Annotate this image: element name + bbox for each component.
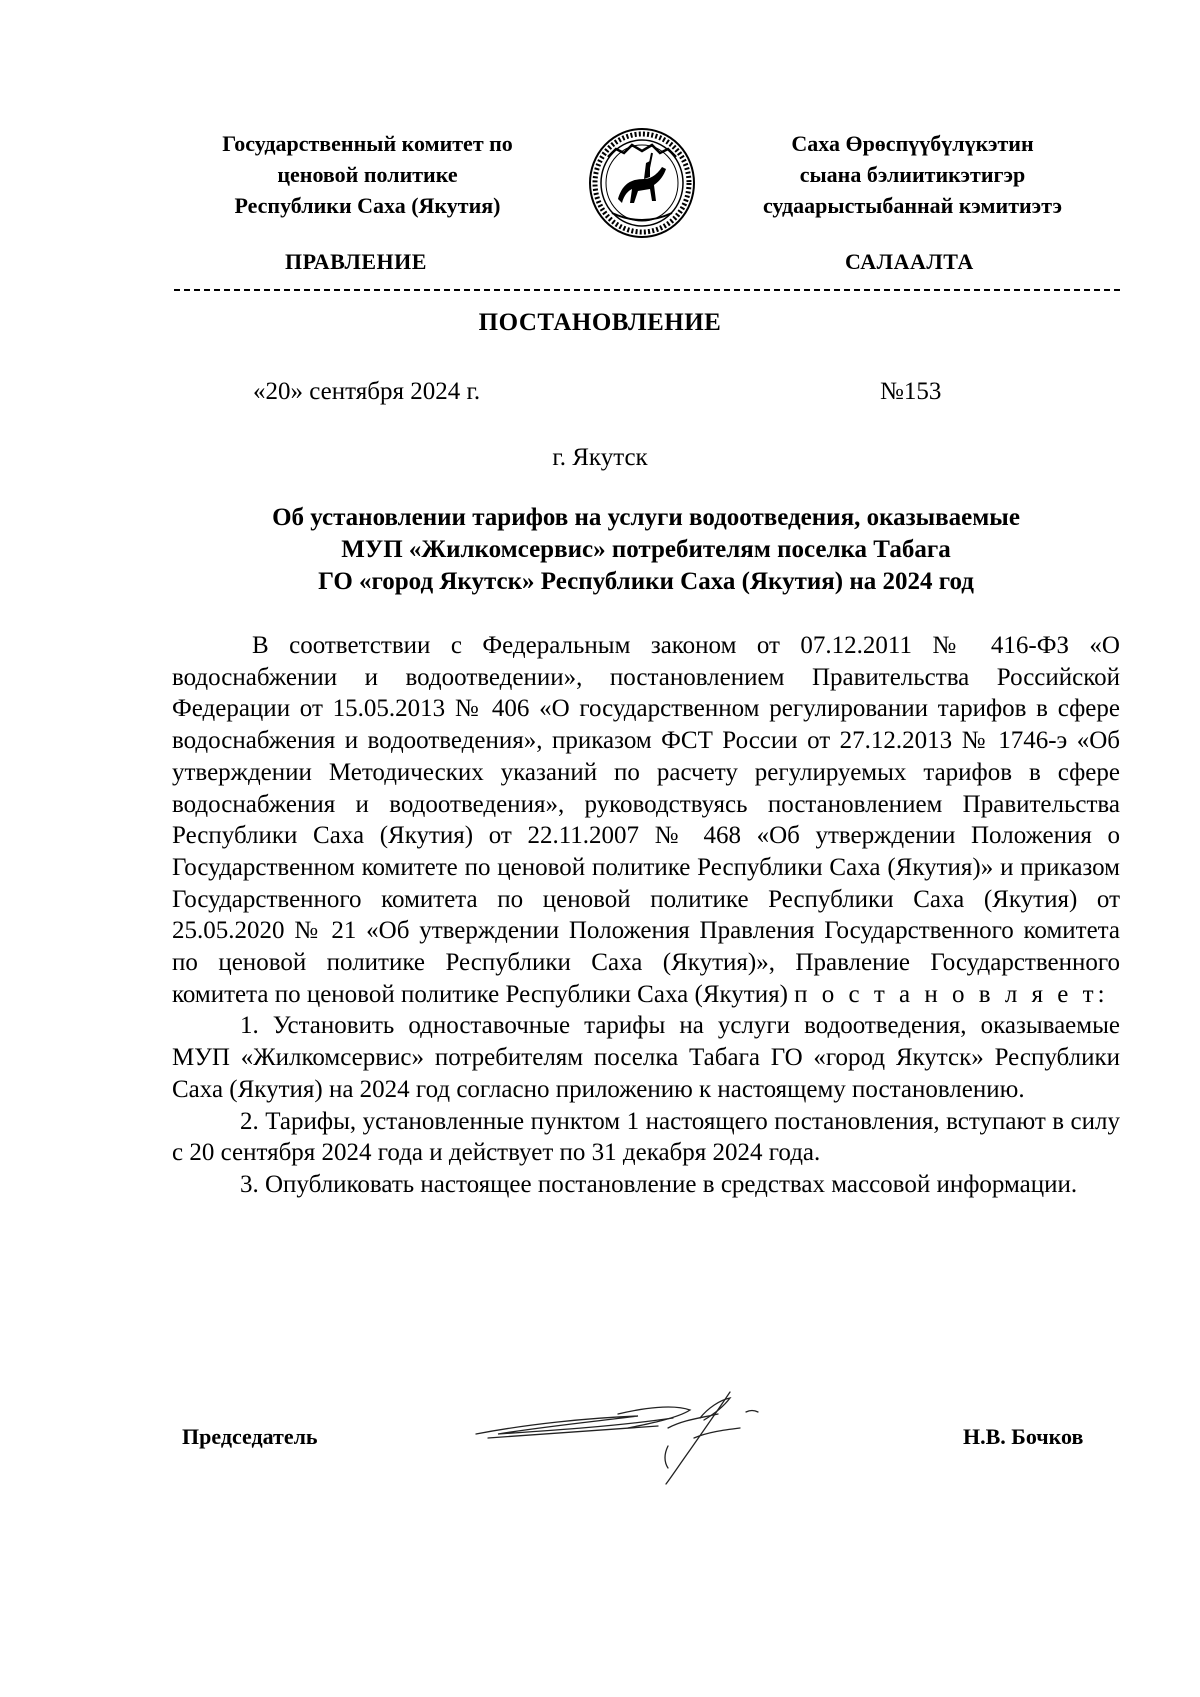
handwritten-signature-icon [468,1388,798,1488]
signatory-role: Председатель [182,1424,318,1449]
org-name-line: Республики Саха (Якутия) [234,193,501,218]
title-line: ГО «город Якутск» Республики Саха (Якутия) на 2024 год [318,568,974,595]
resolves-text: п о с т а н о в л я е т: [794,980,1109,1008]
resolution-item: 3. Опубликовать настоящее постановление в средствах массовой информации. [240,1170,1078,1198]
document-city: г. Якутск [552,444,648,471]
dept-yakut: САЛААЛТА [845,249,974,274]
document-type: ПОСТАНОВЛЕНИЕ [478,309,722,336]
org-name-line: сыана бэлиитикэтигэр [799,162,1026,187]
document-body [172,630,1120,1201]
document-number: №153 [880,378,942,405]
org-name-line: судаарыстыбаннай кэмитиэтэ [762,193,1063,218]
document-title [172,502,1120,598]
title-line: Об установлении тарифов на услуги водоотведения, оказываемые [272,504,1020,531]
resolution-item: 2. Тарифы, установленные пунктом 1 настоящего постановления, вступают в силу с 20 сентября 2024 года и действует по 31 декабря 2024 года. [172,1107,1120,1167]
org-name-line: Саха Өрөспүүбүлүкэтин [791,131,1034,156]
dept-russian: ПРАВЛЕНИЕ [285,249,427,274]
preamble-text: В соответствии с Федеральным законом от 07.12.2011 № 416-ФЗ «О водоснабжении и водоотведении», постановлением Правительства Российской Федерации от 15.05.2013 № 406 «О государственном регулировании тарифов в сфере водоснабжения и водоотведения», приказом ФСТ России от 27.12.2013 № 1746-э «Об утверждении Методических указаний по расчету регулируемых тарифов в сфере водоснабжения и водоотведения», руководствуясь постановлением Правительства Республики Саха (Якутия) от 22.11.2007 № 468 «Об утверждении Положения о Государственном комитете по ценовой политике Республики Саха (Якутия)» и приказом Государственного комитета по ценовой политике Республики Саха (Якутия) от 25.05.2020 № 21 «Об утверждении Положения Правления Государственного комитета по ценовой политике Республики Саха (Якутия)», Правление Государственного комитета по ценовой политике Республики Саха (Якутия) [172,632,1120,1008]
document-date: «20» сентября 2024 г. [253,378,481,405]
org-name-line: Государственный комитет по [222,131,513,156]
org-name-russian [180,128,555,221]
signatory-name: Н.В. Бочков [963,1424,1084,1449]
preamble-paragraph [172,630,1120,1010]
resolution-item: 1. Установить одноставочные тарифы на услуги водоотведения, оказываемые МУП «Жилкомсервис» потребителям поселка Табага ГО «город Якутск» Республики Саха (Якутия) на 2024 год согласно приложению к настоящему постановлению. [172,1012,1120,1103]
org-name-line: ценовой политике [277,162,458,187]
org-name-yakut [725,128,1100,221]
dashed-divider [174,289,1120,291]
title-line: МУП «Жилкомсервис» потребителям поселка Табага [341,536,951,563]
republic-coat-of-arms-icon [588,127,696,239]
